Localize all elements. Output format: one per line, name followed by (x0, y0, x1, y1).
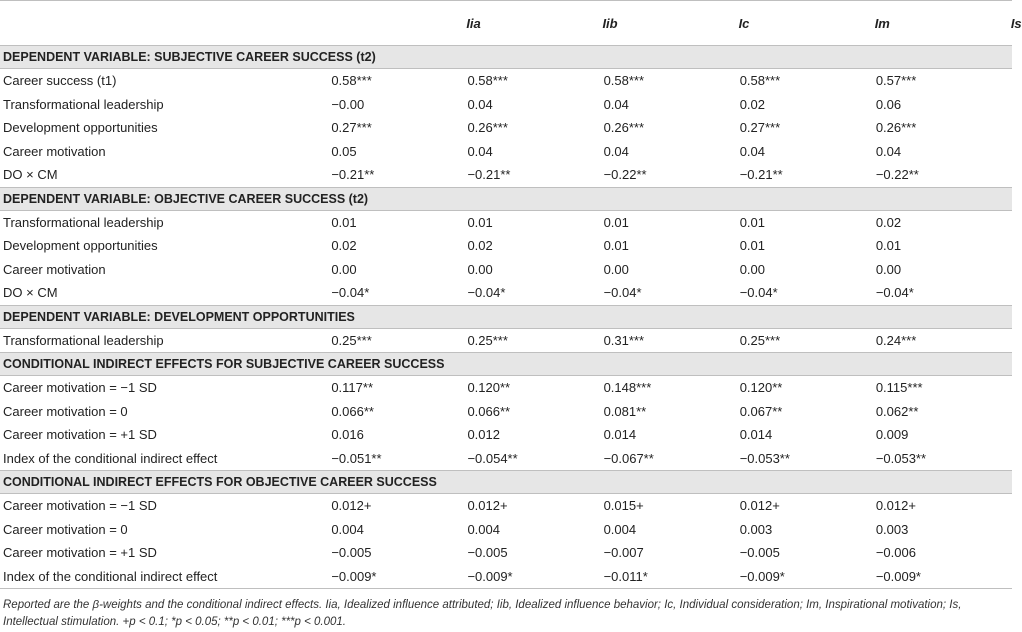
table-cell: 0.58*** (603, 73, 645, 89)
row-label: Transformational leadership (3, 332, 164, 348)
table-cell: 0.016 (331, 427, 364, 443)
table-cell: 0.02 (875, 214, 902, 230)
table-cell: −0.009* (739, 568, 785, 584)
column-header-label (0, 1, 331, 46)
table-row (0, 400, 1012, 424)
table-cell: 0.25*** (331, 332, 372, 348)
table-row (0, 328, 1012, 353)
table-cell: 0.014 (739, 427, 773, 443)
table-cell: −0.011* (603, 568, 648, 584)
row-label: Career motivation (3, 261, 106, 277)
row-label: Index of the conditional indirect effect (3, 568, 218, 584)
table-cell: 0.081** (603, 403, 647, 419)
table-cell: −0.009* (331, 568, 377, 584)
section-title: DEPENDENT VARIABLE: DEVELOPMENT OPPORTUNITIES (0, 305, 1012, 328)
table-cell: −0.04* (875, 285, 914, 301)
table-cell: 0.58*** (467, 73, 508, 89)
table-cell: 0.25*** (467, 332, 508, 348)
table-body (0, 46, 1012, 589)
table-cell: −0.04* (603, 285, 642, 301)
table-cell: 0.00 (331, 261, 357, 277)
table-cell: 0.00 (603, 261, 629, 277)
table-cell: −0.067** (603, 450, 654, 466)
table-cell: −0.21** (467, 167, 511, 183)
row-label: Index of the conditional indirect effect (3, 450, 218, 466)
table-cell: 0.00 (739, 261, 765, 277)
section-header-row (0, 305, 1012, 328)
table-row (0, 447, 1012, 471)
table-cell: 0.014 (603, 427, 637, 443)
table-cell: 0.062** (875, 403, 919, 419)
table-cell: 0.012+ (467, 498, 508, 514)
table-row (0, 518, 1012, 542)
table-cell: 0.27*** (739, 120, 781, 136)
row-label: Career motivation (3, 143, 106, 159)
table-cell: 0.066** (467, 403, 511, 419)
table-cell: 0.01 (875, 238, 902, 254)
column-header-ic: Ic (738, 15, 750, 31)
table-cell: 0.26*** (467, 120, 508, 136)
row-label: DO × CM (3, 285, 58, 301)
table-cell: 0.27*** (331, 120, 372, 136)
table-cell: 0.067** (739, 403, 783, 419)
table-cell: 0.117** (331, 380, 373, 396)
table-cell: −0.005 (739, 545, 780, 561)
table-cell: −0.005 (467, 545, 508, 561)
row-label: Career motivation = +1 SD (3, 545, 157, 561)
table-cell: −0.053** (875, 450, 927, 466)
table-row (0, 210, 1012, 234)
table-cell: −0.21** (739, 167, 783, 183)
table-cell: 0.066** (331, 403, 374, 419)
row-label: Career motivation = 0 (3, 403, 128, 419)
table-cell: −0.051** (331, 450, 382, 466)
table-cell: 0.120** (467, 380, 511, 396)
table-cell: 0.04 (603, 143, 629, 159)
table-cell: −0.04* (467, 285, 506, 301)
column-header-im: Im (874, 15, 890, 31)
table-cell: 0.02 (467, 238, 493, 254)
table-cell: 0.003 (739, 521, 773, 537)
table-cell: 0.009 (875, 427, 909, 443)
table-cell: 0.120** (739, 380, 783, 396)
table-header-row (0, 1, 1012, 46)
table-cell: 0.04 (467, 96, 493, 112)
table-cell: 0.04 (467, 143, 493, 159)
table-cell: 0.148*** (603, 380, 652, 396)
table-cell: −0.005 (331, 545, 372, 561)
table-row (0, 93, 1012, 117)
table-cell: 0.012 (467, 427, 500, 443)
table-cell: −0.04* (331, 285, 370, 301)
table-cell: 0.01 (603, 238, 629, 254)
table-cell: 0.01 (739, 238, 765, 254)
table-row (0, 423, 1012, 447)
table-cell: 0.02 (331, 238, 357, 254)
row-label: Career success (t1) (3, 73, 117, 89)
section-header-row (0, 46, 1012, 69)
row-label: Transformational leadership (3, 214, 164, 230)
table-cell: 0.26*** (875, 120, 917, 136)
table-cell: −0.00 (331, 96, 365, 112)
table-cell: 0.04 (875, 143, 902, 159)
table-row (0, 163, 1012, 187)
table-row (0, 376, 1012, 400)
section-title: DEPENDENT VARIABLE: SUBJECTIVE CAREER SUCCESS (t2) (0, 46, 1012, 69)
table-cell: 0.04 (739, 143, 765, 159)
table-row (0, 140, 1012, 164)
table-cell: −0.21** (331, 167, 375, 183)
row-label: Career motivation = −1 SD (3, 498, 157, 514)
table-cell: −0.009* (467, 568, 513, 584)
table-cell: 0.26*** (603, 120, 645, 136)
row-label: Career motivation = 0 (3, 521, 128, 537)
table-cell: −0.22** (603, 167, 647, 183)
table-cell: −0.009* (875, 568, 921, 584)
table-cell: 0.31*** (603, 332, 645, 348)
table-cell: −0.006 (875, 545, 916, 561)
row-label: Career motivation = −1 SD (3, 380, 157, 396)
row-label: Development opportunities (3, 120, 158, 136)
table-row (0, 281, 1012, 305)
table-row (0, 565, 1012, 589)
table-cell: 0.012+ (331, 498, 372, 514)
row-label: DO × CM (3, 167, 58, 183)
table-cell: −0.22** (875, 167, 919, 183)
section-title: DEPENDENT VARIABLE: OBJECTIVE CAREER SUCCESS (t2) (0, 187, 1012, 210)
table-cell: 0.58*** (739, 73, 781, 89)
table-cell: 0.004 (467, 521, 500, 537)
table-cell: 0.115*** (875, 380, 923, 396)
table-cell: 0.004 (331, 521, 364, 537)
section-header-row (0, 187, 1012, 210)
table-cell: −0.04* (739, 285, 778, 301)
table-cell: 0.24*** (875, 332, 917, 348)
row-label: Development opportunities (3, 238, 158, 254)
table-cell: −0.054** (467, 450, 518, 466)
table-row (0, 494, 1012, 518)
table-cell: 0.01 (739, 214, 765, 230)
table-cell: 0.012+ (875, 498, 916, 514)
section-header-row (0, 353, 1012, 376)
table-cell: 0.58*** (331, 73, 372, 89)
table-row (0, 234, 1012, 258)
row-label: Career motivation = +1 SD (3, 427, 157, 443)
table-cell: 0.25*** (739, 332, 781, 348)
table-cell: 0.01 (331, 214, 357, 230)
table-row (0, 258, 1012, 282)
table-cell: 0.02 (739, 96, 765, 112)
table-row (0, 541, 1012, 565)
table-cell: 0.57*** (875, 73, 917, 89)
table-cell: 0.01 (603, 214, 629, 230)
table-cell: 0.00 (467, 261, 493, 277)
table-cell: 0.003 (875, 521, 909, 537)
section-header-row (0, 471, 1012, 494)
column-header-is: Is (1010, 15, 1022, 31)
table-cell: 0.00 (875, 261, 902, 277)
table-cell: 0.012+ (739, 498, 780, 514)
row-label: Transformational leadership (3, 96, 164, 112)
table-footnote: Reported are the β-weights and the conditional indirect effects. Iia, Idealized influence attributed; Iib, Idealized influence behavior; Ic, Individual consideration; Im, Inspirational motivation; Is, Intellectual stimulation. +p < 0.1; *p < 0.05; **p < 0.01; ***p < 0.001. (3, 599, 962, 628)
table-cell: 0.04 (603, 96, 629, 112)
column-header-iib: Iib (602, 15, 618, 31)
table-cell: 0.01 (467, 214, 493, 230)
table-cell: 0.015+ (603, 498, 644, 514)
table-row (0, 116, 1012, 140)
section-title: CONDITIONAL INDIRECT EFFECTS FOR OBJECTIVE CAREER SUCCESS (0, 471, 1012, 494)
table-cell: −0.007 (603, 545, 644, 561)
section-title: CONDITIONAL INDIRECT EFFECTS FOR SUBJECTIVE CAREER SUCCESS (0, 353, 1012, 376)
column-header-iia: Iia (466, 15, 481, 31)
table-row (0, 69, 1012, 93)
table-cell: −0.053** (739, 450, 790, 466)
table-cell: 0.004 (603, 521, 637, 537)
table-cell: 0.06 (875, 96, 902, 112)
table-cell: 0.05 (331, 143, 357, 159)
